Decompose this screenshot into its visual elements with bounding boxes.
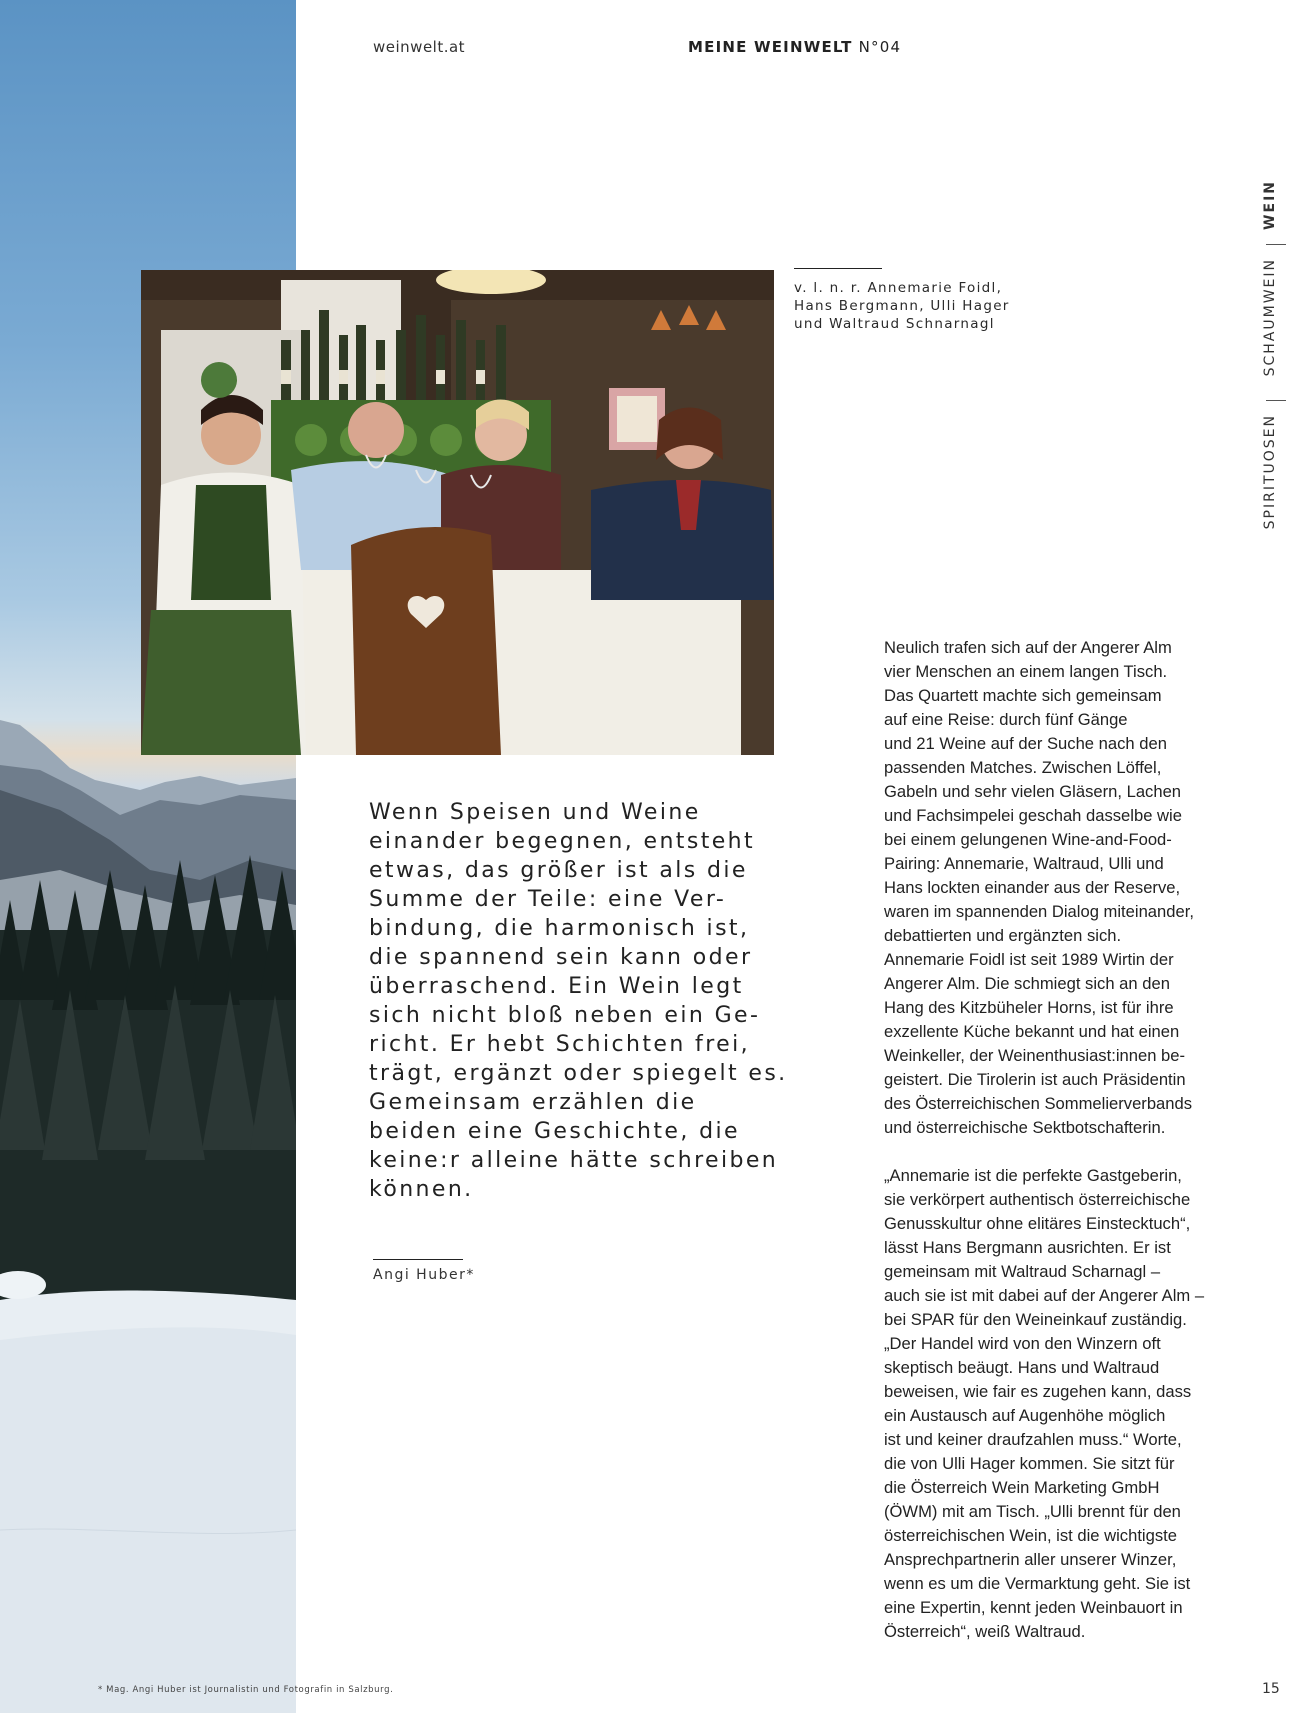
lead-paragraph (369, 798, 789, 1204)
body-line: österreichischen Wein, ist die wichtigste (884, 1526, 1177, 1545)
body-line: Hans lockten einander aus der Reserve, (884, 878, 1181, 897)
body-line: debattierten und ergänzten sich. (884, 926, 1122, 945)
body-line: Österreich“, weiß Waltraud. (884, 1622, 1086, 1641)
body-line: ein Austausch auf Augenhöhe möglich (884, 1406, 1166, 1425)
body-line: Gabeln und sehr vielen Gläsern, Lachen (884, 782, 1182, 801)
photo-caption (794, 279, 1074, 333)
body-line: passenden Matches. Zwischen Löffel, (884, 758, 1162, 777)
body-line: lässt Hans Bergmann ausrichten. Er ist (884, 1238, 1171, 1257)
body-line: „Annemarie ist die perfekte Gastgeberin, (884, 1166, 1182, 1185)
body-line: auch sie ist mit dabei auf der Angerer Alm – (884, 1286, 1205, 1305)
issue-number: N°04 (852, 38, 902, 56)
body-line: „Der Handel wird von den Winzern oft (884, 1334, 1161, 1353)
caption-rule (794, 268, 882, 269)
body-line: skeptisch beäugt. Hans und Waltraud (884, 1358, 1160, 1377)
body-line: Ansprechpartnerin aller unserer Winzer, (884, 1550, 1177, 1569)
body-line: wenn es um die Vermarktung geht. Sie ist (884, 1574, 1191, 1593)
lead-line: richt. Er hebt Schichten frei, (369, 1032, 751, 1057)
body-line: ist und keiner draufzahlen muss.“ Worte, (884, 1430, 1182, 1449)
body-line: bei SPAR für den Weineinkauf zuständig. (884, 1310, 1187, 1329)
lead-line: Gemeinsam erzählen die (369, 1090, 697, 1115)
body-line: vier Menschen an einem langen Tisch. (884, 662, 1168, 681)
nav-item-wein[interactable]: WEIN (1262, 180, 1278, 230)
body-line: exzellente Küche bekannt und hat einen (884, 1022, 1180, 1041)
lead-line: einander begegnen, entsteht (369, 829, 756, 854)
body-line: des Österreichischen Sommelierverbands (884, 1094, 1193, 1113)
author-rule (373, 1259, 463, 1260)
body-line: die Österreich Wein Marketing GmbH (884, 1478, 1160, 1497)
section-nav (1262, 180, 1290, 540)
lead-line: sich nicht bloß neben ein Ge- (369, 1003, 761, 1028)
nav-divider (1266, 400, 1286, 401)
lead-line: Wenn Speisen und Weine (369, 800, 701, 825)
body-line: Weinkeller, der Weinenthusiast:innen be- (884, 1046, 1186, 1065)
lead-line: überraschend. Ein Wein legt (369, 974, 744, 999)
body-line: Hang des Kitzbüheler Horns, ist für ihre (884, 998, 1174, 1017)
paragraph-gap (884, 1140, 1264, 1164)
body-line: Das Quartett machte sich gemeinsam (884, 686, 1162, 705)
article-body (884, 636, 1264, 1644)
nav-divider (1266, 244, 1286, 245)
body-line: Annemarie Foidl ist seit 1989 Wirtin der (884, 950, 1174, 969)
lead-line: können. (369, 1177, 474, 1202)
lead-line: beiden eine Geschichte, die (369, 1119, 740, 1144)
body-line: Neulich trafen sich auf der Angerer Alm (884, 638, 1172, 657)
page-number: 15 (1262, 1681, 1280, 1697)
body-line: beweisen, wie fair es zugehen kann, dass (884, 1382, 1192, 1401)
site-url[interactable]: weinwelt.at (373, 38, 466, 56)
caption-line: Hans Bergmann, Ulli Hager (794, 298, 1010, 314)
magazine-title (688, 38, 901, 56)
nav-item-spirituosen[interactable]: SPIRITUOSEN (1262, 414, 1278, 530)
lead-line: die spannend sein kann oder (369, 945, 753, 970)
lead-line: Summe der Teile: eine Ver- (369, 887, 727, 912)
lead-line: bindung, die harmonisch ist, (369, 916, 750, 941)
body-line: bei einem gelungenen Wine-and-Food- (884, 830, 1172, 849)
body-line: Angerer Alm. Die schmiegt sich an den (884, 974, 1170, 993)
body-line: und 21 Weine auf der Suche nach den (884, 734, 1167, 753)
caption-line: v. l. n. r. Annemarie Foidl, (794, 280, 1003, 296)
body-line: und Fachsimpelei geschah dasselbe wie (884, 806, 1182, 825)
body-line: sie verkörpert authentisch österreichische (884, 1190, 1191, 1209)
caption-line: und Waltraud Schnarnagl (794, 316, 995, 332)
lead-line: trägt, ergänzt oder spiegelt es. (369, 1061, 788, 1086)
body-line: die von Ulli Hager kommen. Sie sitzt für (884, 1454, 1175, 1473)
nav-item-schaumwein[interactable]: SCHAUMWEIN (1262, 258, 1278, 377)
body-line: auf eine Reise: durch fünf Gänge (884, 710, 1128, 729)
body-line: Pairing: Annemarie, Waltraud, Ulli und (884, 854, 1164, 873)
lead-line: etwas, das größer ist als die (369, 858, 748, 883)
magazine-name: MEINE WEINWELT (688, 38, 853, 56)
body-line: eine Expertin, kennt jeden Weinbauort in (884, 1598, 1183, 1617)
body-line: Genusskultur ohne elitäres Einstecktuch“, (884, 1214, 1191, 1233)
body-line: gemeinsam mit Waltraud Scharnagl – (884, 1262, 1161, 1281)
lead-line: keine:r alleine hätte schreiben (369, 1148, 779, 1173)
body-line: waren im spannenden Dialog miteinander, (884, 902, 1194, 921)
author-name: Angi Huber* (373, 1267, 475, 1283)
body-line: und österreichische Sektbotschafterin. (884, 1118, 1166, 1137)
body-line: geistert. Die Tirolerin ist auch Präsidentin (884, 1070, 1186, 1089)
group-photo (141, 270, 774, 755)
landscape-image (0, 0, 296, 1713)
footnote: * Mag. Angi Huber ist Journalistin und Fotografin in Salzburg. (98, 1685, 394, 1695)
body-line: (ÖWM) mit am Tisch. „Ulli brennt für den (884, 1502, 1181, 1521)
